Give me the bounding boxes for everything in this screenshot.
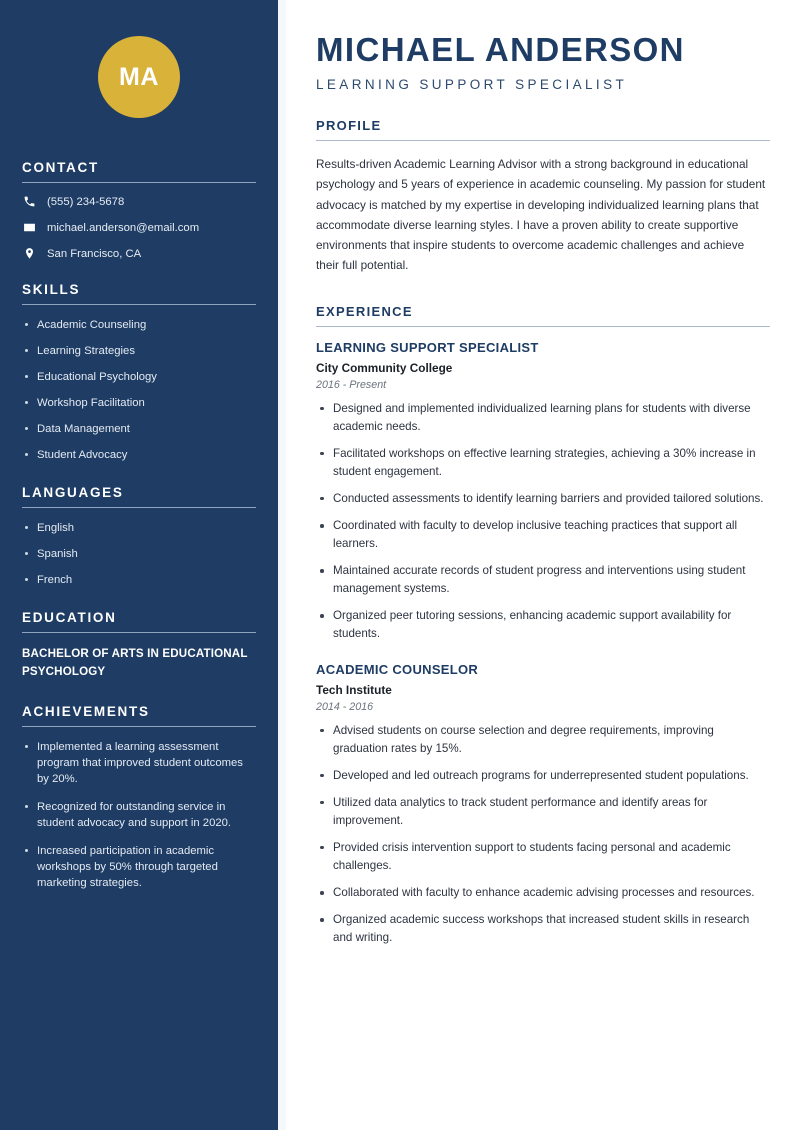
contact-divider	[22, 182, 256, 183]
skills-heading: SKILLS	[22, 282, 81, 297]
contact-location-value: San Francisco, CA	[47, 247, 142, 260]
list-item: Increased participation in academic workshops by 50% through targeted marketing strategies.	[22, 843, 256, 891]
education-section	[22, 610, 256, 680]
skills-section	[22, 282, 256, 463]
list-item: Developed and led outreach programs for underrepresented student populations.	[316, 767, 770, 785]
languages-list	[22, 520, 256, 588]
phone-icon	[22, 195, 36, 208]
envelope-icon	[22, 221, 36, 234]
experience-heading: EXPERIENCE	[316, 303, 413, 319]
list-item: Spanish	[22, 546, 256, 562]
list-item: Learning Strategies	[22, 343, 256, 359]
list-item: Educational Psychology	[22, 369, 256, 385]
job-company: City Community College	[316, 360, 453, 375]
avatar-container	[22, 0, 256, 160]
experience-divider	[316, 326, 770, 327]
list-item: Advised students on course selection and degree requirements, improving graduation rates by 15%.	[316, 722, 770, 758]
skills-list	[22, 317, 256, 463]
list-item: French	[22, 572, 256, 588]
list-item: Utilized data analytics to track student performance and identify areas for improvement.	[316, 794, 770, 830]
contact-email-value: michael.anderson@email.com	[47, 221, 200, 234]
list-item: Collaborated with faculty to enhance academic advising processes and resources.	[316, 884, 770, 902]
experience-section	[316, 304, 770, 948]
achievements-divider	[22, 726, 256, 727]
education-heading: EDUCATION	[22, 610, 117, 626]
list-item: Organized peer tutoring sessions, enhancing academic support availability for students.	[316, 607, 770, 643]
languages-section	[22, 485, 256, 588]
list-item: Workshop Facilitation	[22, 395, 256, 411]
languages-divider	[22, 507, 256, 508]
skills-divider	[22, 304, 256, 305]
contact-item-phone[interactable]	[22, 195, 256, 208]
profile-heading: PROFILE	[316, 117, 382, 133]
sidebar	[0, 0, 278, 1130]
page-title: MICHAEL ANDERSON	[316, 31, 685, 68]
column-divider-strip	[278, 0, 286, 1130]
contact-item-location[interactable]	[22, 247, 256, 260]
education-divider	[22, 632, 256, 633]
education-degree: BACHELOR OF ARTS IN EDUCATIONAL PSYCHOLOGY	[22, 647, 248, 678]
achievements-section	[22, 704, 256, 891]
contact-section	[22, 160, 256, 260]
job-dates: 2016 - Present	[316, 378, 387, 391]
map-pin-icon	[22, 247, 36, 260]
list-item: English	[22, 520, 256, 536]
job-bullet-list	[316, 400, 770, 644]
profile-text: Results-driven Academic Learning Advisor with a strong background in educational psychology and 5 years of experience in academic counseling. My passion for student advocacy is matched by my expertise in developing individualized learning plans that accommodate diverse learning styles. I have a proven ability to create supportive environments that inspire students to overcome academic challenges and achieve their full potential.	[316, 156, 766, 273]
list-item: Provided crisis intervention support to students facing personal and academic challenges.	[316, 839, 770, 875]
job-title: LEARNING SUPPORT SPECIALIST	[316, 339, 539, 355]
experience-entry	[316, 340, 770, 644]
job-title: ACADEMIC COUNSELOR	[316, 661, 479, 677]
list-item: Conducted assessments to identify learning barriers and provided tailored solutions.	[316, 490, 770, 508]
profile-section	[316, 118, 770, 276]
list-item: Academic Counseling	[22, 317, 256, 333]
achievements-heading: ACHIEVEMENTS	[22, 704, 150, 720]
list-item: Facilitated workshops on effective learning strategies, achieving a 30% increase in student engagement.	[316, 445, 770, 481]
languages-heading: LANGUAGES	[22, 485, 124, 501]
list-item: Organized academic success workshops that increased student skills in research and writing.	[316, 911, 770, 947]
main-content	[286, 0, 800, 1130]
job-company: Tech Institute	[316, 682, 392, 697]
contact-heading: CONTACT	[22, 160, 99, 175]
experience-entry	[316, 662, 770, 948]
job-role-subtitle: LEARNING SUPPORT SPECIALIST	[316, 76, 628, 92]
list-item: Designed and implemented individualized learning plans for students with diverse academic needs.	[316, 400, 770, 436]
contact-phone-value: (555) 234-5678	[47, 195, 125, 208]
profile-divider	[316, 140, 770, 141]
job-bullet-list	[316, 722, 770, 948]
list-item: Recognized for outstanding service in student advocacy and support in 2020.	[22, 799, 256, 831]
list-item: Implemented a learning assessment program that improved student outcomes by 20%.	[22, 739, 256, 787]
avatar	[98, 36, 180, 118]
contact-item-email[interactable]	[22, 221, 256, 234]
list-item: Student Advocacy	[22, 447, 256, 463]
list-item: Maintained accurate records of student progress and interventions using student management systems.	[316, 562, 770, 598]
job-dates: 2014 - 2016	[316, 700, 374, 713]
list-item: Data Management	[22, 421, 256, 437]
achievements-list	[22, 739, 256, 891]
list-item: Coordinated with faculty to develop inclusive teaching practices that support all learners.	[316, 517, 770, 553]
avatar-initials: MA	[119, 62, 159, 91]
